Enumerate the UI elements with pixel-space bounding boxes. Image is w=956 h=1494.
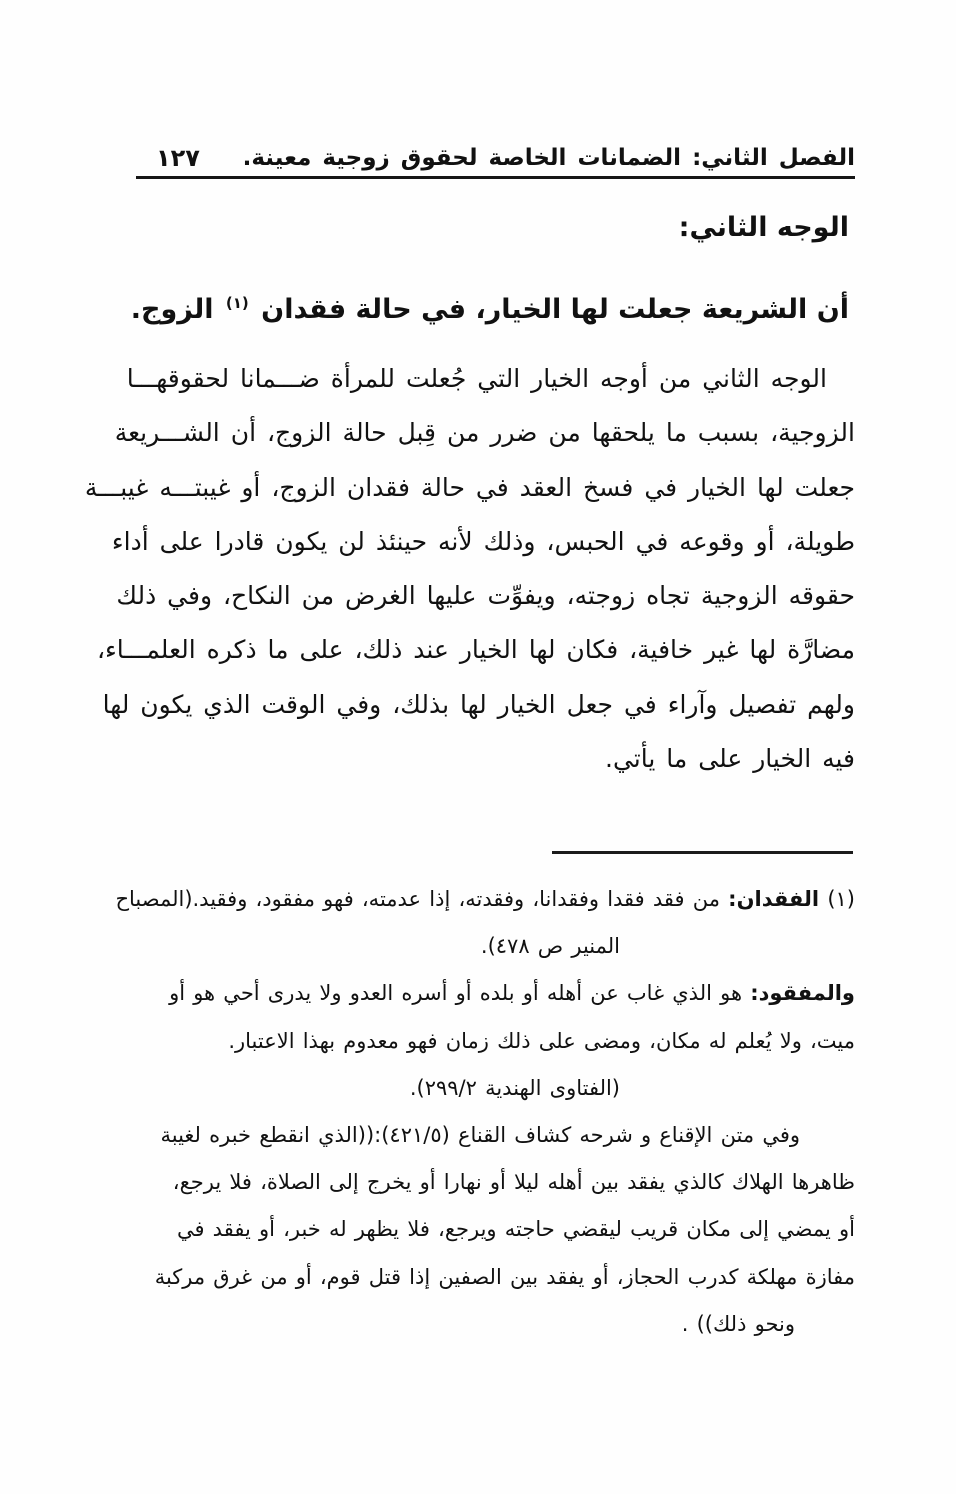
footnote-term: الفقدان: (728, 887, 820, 911)
body-paragraph (84, 352, 855, 786)
subsection-text-after: الزوج. (130, 294, 223, 325)
footnote-line (115, 876, 855, 923)
footnote-term: والمفقود: (750, 981, 855, 1006)
footnote-text: هو الذي غاب عن أهله أو بلده أو أسره العدو ولا يدرى أحي هو أو (169, 981, 751, 1006)
page-number: ١٢٧ (156, 144, 200, 172)
footnotes-block (115, 876, 855, 1348)
footnote-line: ظاهرها الهلاك كالذي يفقد بين أهله ليلا أو نهارا أو يخرج إلى الصلاة، فلا يرجع، (172, 1170, 855, 1195)
footnote-line: ميت، ولا يُعلم له مكان، ومضى على ذلك زمان فهو معدوم بهذا الاعتبار. (228, 1028, 855, 1053)
footnote-ref-marker: (١) (225, 294, 249, 312)
body-line: طويلة، أو وقوعه في الحبس، وذلك لأنه حينئذ لن يكون قادرا على أداء (111, 526, 855, 556)
body-line: فيه الخيار على ما يأتي. (605, 744, 855, 774)
subsection-heading (101, 294, 849, 325)
page-header (138, 138, 855, 178)
body-line: الزوجية، بسبب ما يلحقها من ضرر من قِبل حالة الزوج، أن الشـــريعة (114, 418, 855, 448)
body-line: ولهم تفصيل وآراء في جعل الخيار لها بذلك، وفي الوقت الذي يكون لها (102, 689, 855, 719)
footnote-line: مفازة مهلكة كدرب الحجاز، أو يفقد بين الصفين إذا قتل قوم، أو من غرق مركبة (154, 1264, 855, 1289)
body-line: جعلت لها الخيار في فسخ العقد في حالة فقدان الزوج، أو غيبتـــه غيبـــة (84, 472, 855, 502)
subsection-text-before: أن الشريعة جعلت لها الخيار، في حالة فقدان (251, 294, 849, 325)
footnote-number: (١) (819, 887, 855, 911)
footnote-line: ونحو ذلك)) . (681, 1311, 795, 1336)
footnote-line: المنير ص ٤٧٨). (480, 934, 620, 959)
section-heading: الوجه الثاني: (678, 212, 849, 243)
body-line: حقوقه الزوجية تجاه زوجته، ويفوِّت عليها الغرض من النكاح، وفي ذلك (116, 581, 855, 611)
body-line: الوجه الثاني من أوجه الخيار التي جُعلت للمرأة ضـــمانا لحقوقهـــا (126, 364, 827, 393)
footnote-line: أو يمضي إلى مكان قريب ليقضي حاجته ويرجع، فلا يظهر له خبر، أو يفقد في (176, 1217, 855, 1242)
chapter-title: الفصل الثاني: الضمانات الخاصة لحقوق زوجية معينة. (242, 145, 855, 171)
footnote-text: من فقد فقدا وفقدانا، وفقدته، إذا عدمته، فهو مفقود، وفقيد.(المصباح (115, 887, 729, 911)
footnote-separator (552, 851, 853, 854)
footnote-line: (الفتاوى الهندية ٢٩٩/٢). (409, 1075, 620, 1100)
header-rule (136, 176, 855, 179)
body-line: مضارَّة لها غير خافية، فكان لها الخيار عند ذلك، على ما ذكره العلمـــاء، (96, 635, 855, 665)
footnote-line (138, 970, 855, 1017)
footnote-line: وفي متن الإقناع و شرحه كشاف القناع (٤٢١/٥):((الذي انقطع خبره لغيبة (160, 1123, 800, 1148)
